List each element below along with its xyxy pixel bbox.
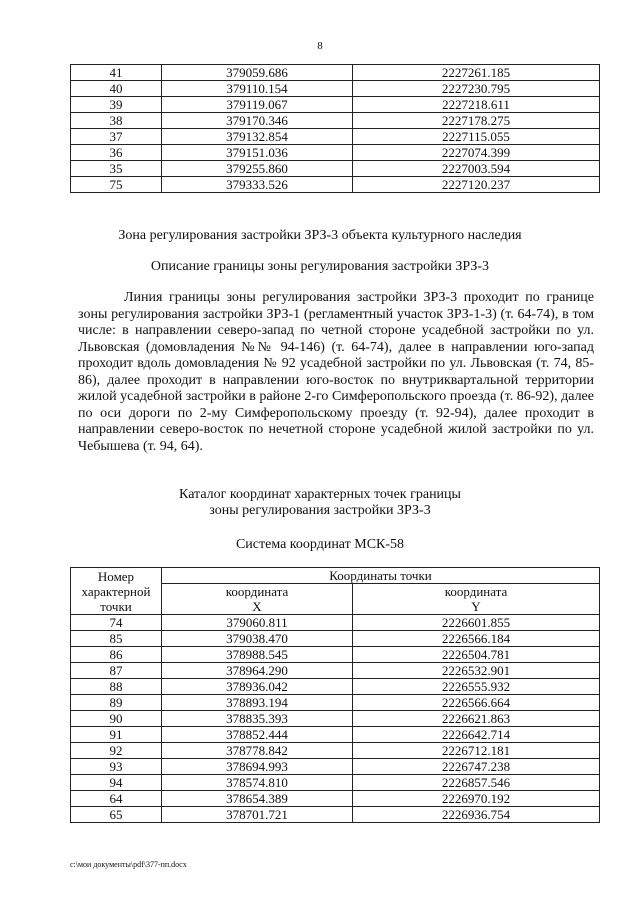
point-number-cell: 87 (71, 663, 162, 679)
catalog-title-line1: Каталог координат характерных точек границы (179, 487, 461, 502)
point-number-cell: 93 (71, 759, 162, 775)
y-coordinate-cell: 2227115.055 (353, 129, 600, 145)
y-coordinate-cell: 2226566.664 (353, 695, 600, 711)
x-coordinate-cell: 379110.154 (162, 81, 353, 97)
coordinates-table (70, 567, 600, 823)
point-number-cell: 85 (71, 631, 162, 647)
description-paragraph: Линия границы зоны регулирования застройки ЗРЗ-3 проходит по границе зоны регулирования застройки ЗРЗ-1 (регламентный участок ЗРЗ-1-3) (т. 64-74), в том числе: в направлении северо-запад по четной стороне усадебной застройки по ул. Львовская (домовладения №№ 94-146) (т. 64-74), далее в направлении юго-запад проходит вдоль домовладения № 92 усадебной застройки по ул. Львовская (т. 74, 85-86), далее проходит в направлении юго-восток по внутриквартальной территории жилой усадебной застройки в районе 2-го Симферопольского проезда (т. 86-92), далее по оси дороги по 2-му Симферопольскому проезду (т. 92-94), далее проходит в направлении северо-восток по нечетной стороне усадебной жилой застройки по ул. Чебышева (т. 94, 64). (78, 290, 594, 454)
description-title: Описание границы зоны регулирования застройки ЗРЗ-3 (150, 259, 490, 274)
x-coordinate-cell: 378852.444 (162, 727, 353, 743)
x-coordinate-cell: 378694.993 (162, 759, 353, 775)
table-row (71, 97, 600, 113)
point-number-cell: 38 (71, 113, 162, 129)
point-number-cell: 37 (71, 129, 162, 145)
point-number-cell: 40 (71, 81, 162, 97)
point-number-cell: 86 (71, 647, 162, 663)
y-coordinate-cell: 2227120.237 (353, 177, 600, 193)
header-point-line3: точки (100, 598, 132, 614)
table-row (71, 663, 600, 679)
x-coordinate-cell: 379333.526 (162, 177, 353, 193)
point-number-cell: 88 (71, 679, 162, 695)
y-coordinate-cell: 2227178.275 (353, 113, 600, 129)
header-x-line1: координата (225, 584, 289, 599)
y-coordinate-cell: 2226566.184 (353, 631, 600, 647)
table-row (71, 65, 600, 81)
table-row (71, 113, 600, 129)
header-y-line2: Y (471, 599, 481, 614)
point-number-cell: 75 (71, 177, 162, 193)
coordinates-table-body (71, 615, 600, 823)
table-row (71, 807, 600, 823)
table-row (71, 775, 600, 791)
y-coordinate-cell: 2226532.901 (353, 663, 600, 679)
table-row (71, 743, 600, 759)
table-row (71, 679, 600, 695)
y-coordinate-cell: 2226936.754 (353, 807, 600, 823)
table-row (71, 631, 600, 647)
point-number-cell: 64 (71, 791, 162, 807)
point-number-cell: 39 (71, 97, 162, 113)
y-coordinate-cell: 2227230.795 (353, 81, 600, 97)
y-coordinate-cell: 2226642.714 (353, 727, 600, 743)
y-coordinate-cell: 2226747.238 (353, 759, 600, 775)
footer-file-path: c:\мои документы\pdf\377-пп.docx (70, 860, 187, 869)
point-number-cell: 35 (71, 161, 162, 177)
x-coordinate-cell: 379151.036 (162, 145, 353, 161)
x-coordinate-cell: 379059.686 (162, 65, 353, 81)
header-x (162, 584, 353, 615)
y-coordinate-cell: 2227261.185 (353, 65, 600, 81)
x-coordinate-cell: 378701.721 (162, 807, 353, 823)
y-coordinate-cell: 2226857.546 (353, 775, 600, 791)
table-row (71, 647, 600, 663)
table-row (71, 177, 600, 193)
header-y-line1: координата (444, 584, 508, 599)
y-coordinate-cell: 2226555.932 (353, 679, 600, 695)
point-number-cell: 91 (71, 727, 162, 743)
table-row (71, 759, 600, 775)
table-row (71, 711, 600, 727)
y-coordinate-cell: 2227218.611 (353, 97, 600, 113)
x-coordinate-cell: 379132.854 (162, 129, 353, 145)
x-coordinate-cell: 379170.346 (162, 113, 353, 129)
y-coordinate-cell: 2226601.855 (353, 615, 600, 631)
header-point-number (71, 568, 162, 615)
point-number-cell: 90 (71, 711, 162, 727)
table-row (71, 615, 600, 631)
x-coordinate-cell: 378654.389 (162, 791, 353, 807)
y-coordinate-cell: 2227003.594 (353, 161, 600, 177)
table-row (71, 81, 600, 97)
point-number-cell: 89 (71, 695, 162, 711)
x-coordinate-cell: 378988.545 (162, 647, 353, 663)
header-coordinates: Координаты точки (162, 568, 600, 584)
table-row (71, 161, 600, 177)
table-row (71, 129, 600, 145)
y-coordinate-cell: 2226712.181 (353, 743, 600, 759)
header-point-line2: характерной (81, 583, 151, 599)
table-row (71, 791, 600, 807)
x-coordinate-cell: 379060.811 (162, 615, 353, 631)
x-coordinate-cell: 379255.860 (162, 161, 353, 177)
x-coordinate-cell: 378835.393 (162, 711, 353, 727)
page-number: 8 (317, 40, 323, 52)
x-coordinate-cell: 379119.067 (162, 97, 353, 113)
x-coordinate-cell: 378778.842 (162, 743, 353, 759)
point-number-cell: 92 (71, 743, 162, 759)
table-row (71, 727, 600, 743)
x-coordinate-cell: 378574.810 (162, 775, 353, 791)
y-coordinate-cell: 2227074.399 (353, 145, 600, 161)
coordinate-system: Система координат МСК-58 (235, 537, 405, 552)
point-number-cell: 74 (71, 615, 162, 631)
point-number-cell: 94 (71, 775, 162, 791)
point-number-cell: 65 (71, 807, 162, 823)
header-y (353, 584, 600, 615)
x-coordinate-cell: 379038.470 (162, 631, 353, 647)
top-coordinates-table (70, 64, 600, 193)
point-number-cell: 41 (71, 65, 162, 81)
table-row (71, 695, 600, 711)
catalog-title-line2: зоны регулирования застройки ЗРЗ-3 (209, 503, 431, 518)
header-point-line1: Номер (97, 568, 135, 584)
zone-title: Зона регулирования застройки ЗРЗ-3 объекта культурного наследия (118, 228, 522, 243)
x-coordinate-cell: 378964.290 (162, 663, 353, 679)
x-coordinate-cell: 378893.194 (162, 695, 353, 711)
y-coordinate-cell: 2226621.863 (353, 711, 600, 727)
x-coordinate-cell: 378936.042 (162, 679, 353, 695)
table-row (71, 145, 600, 161)
point-number-cell: 36 (71, 145, 162, 161)
y-coordinate-cell: 2226970.192 (353, 791, 600, 807)
y-coordinate-cell: 2226504.781 (353, 647, 600, 663)
top-table-body (71, 65, 600, 193)
header-x-line2: X (252, 599, 262, 614)
